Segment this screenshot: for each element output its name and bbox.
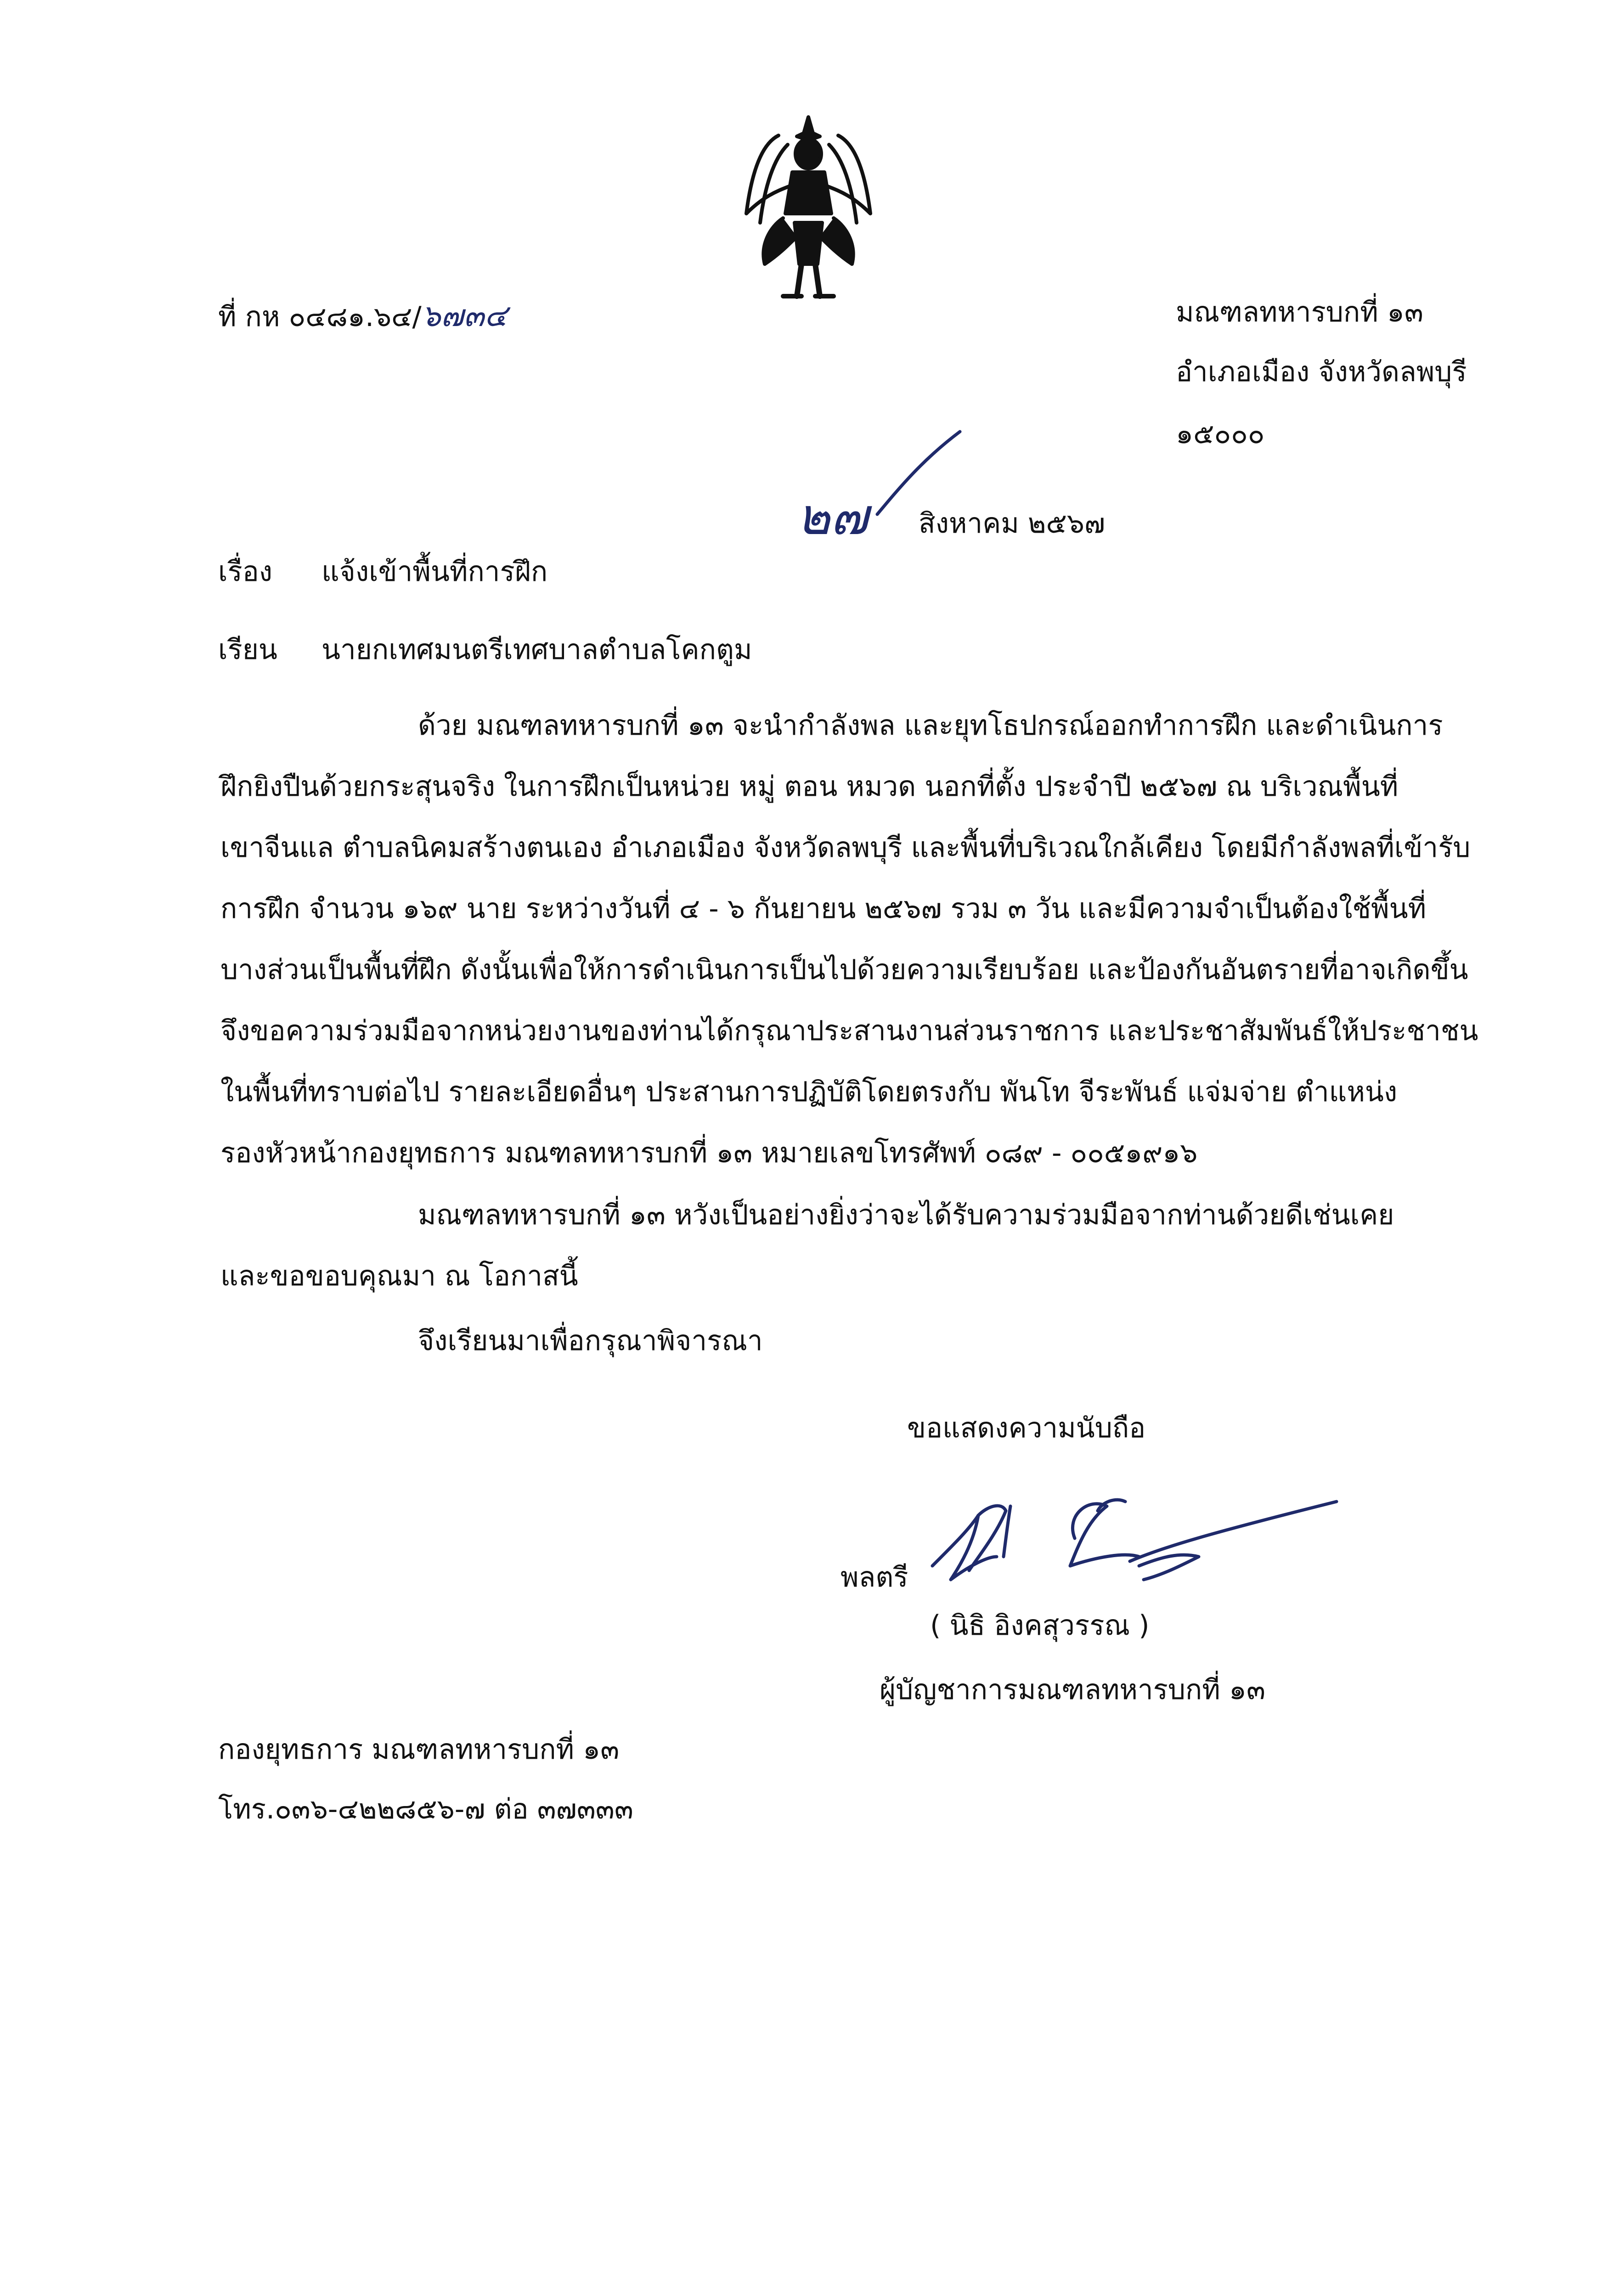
reference-handwritten-number: ๖๗๓๔ (421, 298, 508, 333)
reference-label: ที่ กห ๐๔๘๑.๖๔/ (218, 301, 422, 333)
salutation: ขอแสดงความนับถือ (907, 1412, 1146, 1444)
body-line: และขอขอบคุณมา ณ โอกาสนี้ (220, 1260, 578, 1292)
recipient-text: นายกเทศมนตรีเทศบาลตำบลโคกตูม (322, 634, 752, 666)
org-postcode: ๑๕๐๐๐ (1176, 418, 1265, 450)
body-line: ในพื้นที่ทราบต่อไป รายละเอียดอื่นๆ ประสานการปฏิบัติโดยตรงกับ พันโท จีระพันธ์ แจ่มจ่าย ตำแหน่ง (220, 1076, 1398, 1108)
signatory-position: ผู้บัญชาการมณฑลทหารบกที่ ๑๓ (880, 1674, 1265, 1706)
reference-number (218, 298, 508, 333)
signatory-name: ( นิธิ อิงคสุวรรณ ) (930, 1609, 1150, 1642)
garuda-emblem-icon (733, 108, 884, 305)
handwritten-signature-icon (923, 1488, 1346, 1607)
body-line: เขาจีนแล ตำบลนิคมสร้างตนเอง อำเภอเมือง จังหวัดลพบุรี และพื้นที่บริเวณใกล้เคียง โดยมีกำลังพลที่เข้ารับ (220, 832, 1471, 864)
org-district: อำเภอเมือง จังหวัดลพบุรี (1176, 356, 1467, 388)
recipient-label: เรียน (218, 634, 277, 666)
org-name: มณฑลทหารบกที่ ๑๓ (1176, 296, 1423, 328)
body-line: จึงขอความร่วมมือจากหน่วยงานของท่านได้กรุณาประสานงานส่วนราชการ และประชาสัมพันธ์ให้ประชาชน (220, 1015, 1478, 1047)
body-line: บางส่วนเป็นพื้นที่ฝึก ดังนั้นเพื่อให้การดำเนินการเป็นไปด้วยความเรียบร้อย และป้องกันอันตรายที่อาจเกิดขึ้น (220, 954, 1468, 986)
footer-phone: โทร.๐๓๖-๔๒๒๘๕๖-๗ ต่อ ๓๗๓๓๓ (218, 1793, 633, 1825)
subject-text: แจ้งเข้าพื้นที่การฝึก (322, 556, 548, 588)
closing-request: จึงเรียนมาเพื่อกรุณาพิจารณา (418, 1325, 763, 1357)
body-line: การฝึก จำนวน ๑๖๙ นาย ระหว่างวันที่ ๔ - ๖ กันยายน ๒๕๖๗ รวม ๓ วัน และมีความจำเป็นต้องใช้พื้นที่ (220, 893, 1427, 925)
body-line: รองหัวหน้ากองยุทธการ มณฑลทหารบกที่ ๑๓ หมายเลขโทรศัพท์ ๐๘๙ - ๐๐๕๑๙๑๖ (220, 1137, 1198, 1169)
body-line: มณฑลทหารบกที่ ๑๓ หวังเป็นอย่างยิ่งว่าจะได้รับความร่วมมือจากท่านด้วยดีเช่นเคย (418, 1199, 1394, 1231)
date-month-year: สิงหาคม ๒๕๖๗ (919, 507, 1106, 540)
footer-department: กองยุทธการ มณฑลทหารบกที่ ๑๓ (218, 1733, 620, 1766)
body-line: ด้วย มณฑลทหารบกที่ ๑๓ จะนำกำลังพล และยุทโธปกรณ์ออกทำการฝึก และดำเนินการ (418, 709, 1443, 742)
signature-rank: พลตรี (841, 1561, 908, 1593)
date-pen-stroke-icon (873, 427, 965, 519)
body-line: ฝึกยิงปืนด้วยกระสุนจริง ในการฝึกเป็นหน่วย หมู่ ตอน หมวด นอกที่ตั้ง ประจำปี ๒๕๖๗ ณ บริเวณพื้นที่ (220, 771, 1399, 803)
date-handwritten-day: ๒๗ (797, 487, 869, 546)
subject-label: เรื่อง (218, 556, 273, 588)
